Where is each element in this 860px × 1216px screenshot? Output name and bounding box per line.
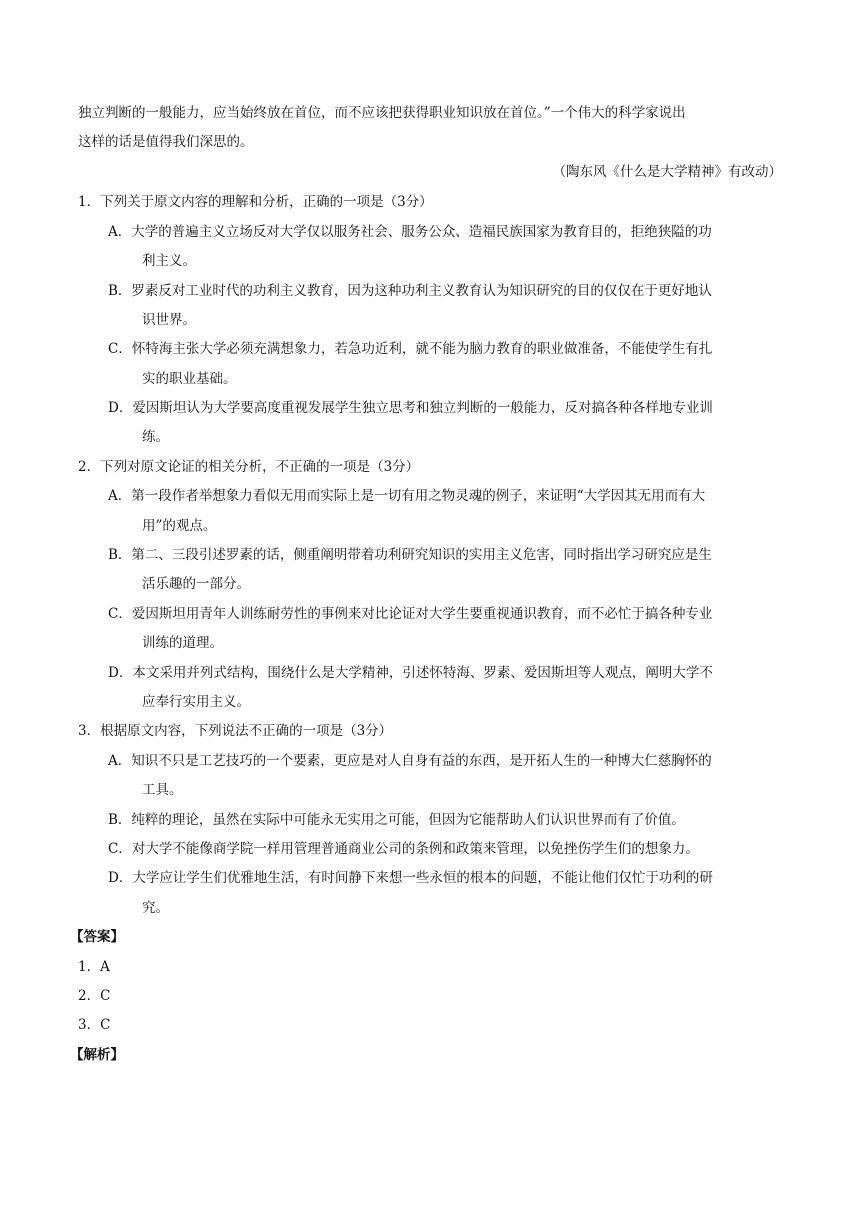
option-d-cont: 究。	[142, 900, 169, 916]
option-d: D．本文采用并列式结构，围绕什么是大学精神，引述怀特海、罗素、爱因斯坦等人观点，阐明大学不	[108, 665, 713, 681]
option-a: A．知识不只是工艺技巧的一个要素，更应是对人自身有益的东西，是开拓人生的一种博大仁慈胸怀的	[108, 753, 712, 769]
option-a: A．大学的普遍主义立场反对大学仅以服务社会、服务公众、造福民族国家为教育目的，拒绝狭隘的功	[108, 224, 712, 240]
option-d-cont: 练。	[142, 429, 169, 445]
option-a-cont: 用”的观点。	[142, 518, 217, 534]
answer-item: 3．C	[78, 1017, 111, 1033]
passage-line: 独立判断的一般能力，应当始终放在首位，而不应该把获得职业知识放在首位。”一个伟大的科学家说出	[78, 105, 686, 121]
option-a: A．第一段作者举想象力看似无用而实际上是一切有用之物灵魂的例子，来证明“大学因其无用而有大	[108, 488, 706, 504]
passage-line: 这样的话是值得我们深思的。	[78, 134, 254, 150]
option-b: B．罗素反对工业时代的功利主义教育，因为这种功利主义教育认为知识研究的目的仅仅在于更好地认	[108, 283, 712, 299]
question-stem: 1．下列关于原文内容的理解和分析，正确的一项是（3分）	[78, 194, 433, 210]
analysis-heading: 【解析】	[70, 1047, 124, 1063]
answer-item: 2．C	[78, 988, 111, 1004]
option-c-cont: 训练的道理。	[142, 635, 223, 651]
option-d-cont: 应奉行实用主义。	[142, 694, 250, 710]
question-stem: 2．下列对原文论证的相关分析，不正确的一项是（3分）	[78, 459, 420, 475]
answer-heading: 【答案】	[70, 929, 124, 945]
answer-item: 1．A	[78, 959, 110, 975]
option-b: B．第二、三段引述罗素的话，侧重阐明带着功利研究知识的实用主义危害，同时指出学习研究应是生	[108, 547, 712, 563]
option-a-cont: 工具。	[142, 782, 183, 798]
option-c: C．对大学不能像商学院一样用管理普通商业公司的条例和政策来管理，以免挫伤学生们的想象力。	[108, 841, 699, 857]
option-b-cont: 活乐趣的一部分。	[142, 576, 250, 592]
option-d: D．爱因斯坦认为大学要高度重视发展学生独立思考和独立判断的一般能力，反对搞各种各样地专业训	[108, 400, 713, 416]
option-d: D．大学应让学生们优雅地生活，有时间静下来想一些永恒的根本的问题，不能让他们仅忙于功利的研	[108, 870, 713, 886]
option-b-cont: 识世界。	[142, 312, 196, 328]
question-stem: 3．根据原文内容，下列说法不正确的一项是（3分）	[78, 723, 393, 739]
option-c: C．爱因斯坦用青年人训练耐劳性的事例来对比论证对大学生要重视通识教育，而不必忙于搞各种专业	[108, 606, 713, 622]
option-c: C．怀特海主张大学必须充满想象力，若急功近利，就不能为脑力教育的职业做准备，不能使学生有扎	[108, 341, 713, 357]
option-b: B．纯粹的理论，虽然在实际中可能永无实用之可能，但因为它能帮助人们认识世界而有了价值。	[108, 812, 685, 828]
passage-source: （陶东风《什么是大学精神》有改动）	[552, 164, 782, 180]
option-c-cont: 实的职业基础。	[142, 371, 237, 387]
option-a-cont: 利主义。	[142, 253, 196, 269]
